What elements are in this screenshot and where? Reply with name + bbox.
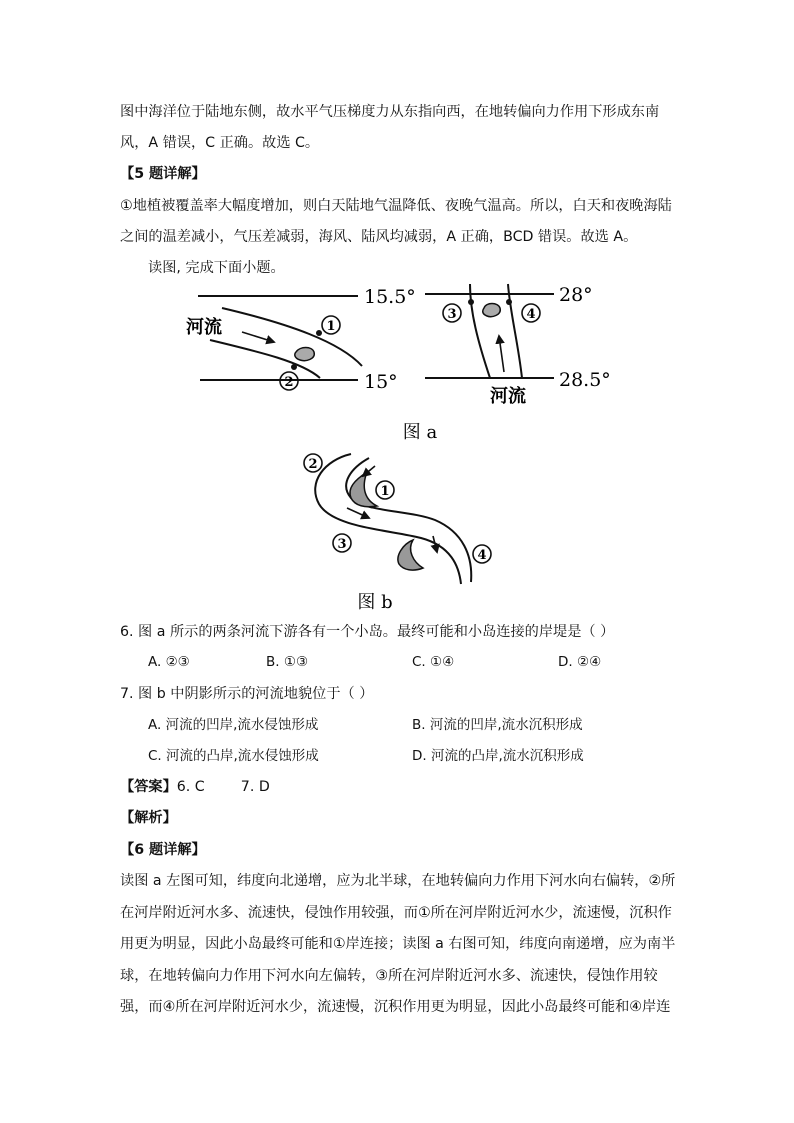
q6-option-d[interactable]: D. ②④ xyxy=(558,654,602,670)
river-label: 河流 xyxy=(186,317,222,338)
bank-marker-1: 1 xyxy=(326,319,336,334)
bank-marker-1: 1 xyxy=(380,484,390,499)
bank-point xyxy=(468,299,474,305)
paragraph-line: 读图 a 左图可知，纬度向北递增，应为北半球，在地转偏向力作用下河水向右偏转，②所 xyxy=(120,873,676,889)
bank-point xyxy=(506,299,512,305)
paragraph-line: 用更为明显，因此小岛最终可能和①岸连接；读图 a 右图可知，纬度向南递增，应为南半 xyxy=(120,936,676,952)
analysis-header: 【解析】 xyxy=(120,810,177,826)
answer-line xyxy=(120,777,270,797)
q5-detail-header: 【5 题详解】 xyxy=(120,166,206,182)
q6-stem: 6. 图 a 所示的两条河流下游各有一个小岛。最终可能和小岛连接的岸堤是（ ） xyxy=(120,624,615,640)
island-shape xyxy=(295,348,314,361)
deposit-shaded-2 xyxy=(398,540,423,570)
answer-label: 【答案】 xyxy=(120,779,177,795)
figure-a-left-panel xyxy=(186,286,416,393)
paragraph-line: 之间的温差减小，气压差减弱，海风、陆风均减弱，A 正确，BCD 错误。故选 A。 xyxy=(120,229,638,245)
island-shape xyxy=(483,304,501,317)
q6-option-a[interactable]: A. ②③ xyxy=(148,654,190,670)
bank-marker-3: 3 xyxy=(447,307,457,322)
q6-detail-header: 【6 题详解】 xyxy=(120,842,206,858)
latitude-label-bottom: 15° xyxy=(364,371,398,393)
flow-arrow xyxy=(499,336,504,372)
figure-b xyxy=(295,448,505,616)
figure-a xyxy=(180,282,620,442)
answer-text: 6. C 7. D xyxy=(176,779,270,795)
bank-marker-4: 4 xyxy=(477,548,487,563)
flow-arrow xyxy=(363,466,375,476)
bank-marker-4: 4 xyxy=(526,307,536,322)
flow-arrow xyxy=(347,508,369,518)
river-outer-bank xyxy=(315,454,461,584)
river-bank-upper xyxy=(222,308,362,366)
q7-option-c[interactable]: C. 河流的凸岸,流水侵蚀形成 xyxy=(148,748,319,764)
river-label: 河流 xyxy=(490,386,526,407)
flow-arrow xyxy=(242,332,274,342)
bank-point xyxy=(316,330,322,336)
q6-option-c[interactable]: C. ①④ xyxy=(412,654,455,670)
paragraph-line: 强，而④所在河岸附近河水少，流速慢，沉积作用更为明显，因此小岛最终可能和④岸连 xyxy=(120,999,671,1015)
deposit-shaded-1 xyxy=(350,472,377,507)
river-bank-left xyxy=(470,284,490,378)
figure-b-caption: 图 b xyxy=(357,592,393,613)
bank-point xyxy=(291,364,297,370)
read-prompt: 读图, 完成下面小题。 xyxy=(148,260,285,276)
figure-a-right-panel xyxy=(425,284,611,407)
latitude-label-top: 28° xyxy=(559,284,593,306)
paragraph-line: ①地植被覆盖率大幅度增加，则白天陆地气温降低、夜晚气温高。所以，白天和夜晚海陆 xyxy=(120,198,672,214)
q7-option-b[interactable]: B. 河流的凹岸,流水沉积形成 xyxy=(412,717,583,733)
river-bank-right xyxy=(508,284,522,378)
paragraph-line: 在河岸附近河水多、流速快，侵蚀作用较强，而①所在河岸附近河水少，流速慢，沉积作 xyxy=(120,905,672,921)
bank-marker-2: 2 xyxy=(308,457,318,472)
q7-option-a[interactable]: A. 河流的凹岸,流水侵蚀形成 xyxy=(148,717,319,733)
figure-a-caption: 图 a xyxy=(402,422,438,442)
q7-stem: 7. 图 b 中阴影所示的河流地貌位于（ ） xyxy=(120,686,374,702)
q7-option-d[interactable]: D. 河流的凸岸,流水沉积形成 xyxy=(412,748,584,764)
paragraph-line: 风，A 错误，C 正确。故选 C。 xyxy=(120,135,320,151)
bank-marker-2: 2 xyxy=(284,375,294,390)
latitude-label-top: 15.5° xyxy=(364,286,416,308)
paragraph-line: 球，在地转偏向力作用下河水向左偏转，③所在河岸附近河水多、流速快，侵蚀作用较 xyxy=(120,968,658,984)
bank-marker-3: 3 xyxy=(337,537,347,552)
q6-option-b[interactable]: B. ①③ xyxy=(266,654,309,670)
paragraph-line: 图中海洋位于陆地东侧，故水平气压梯度力从东指向西，在地转偏向力作用下形成东南 xyxy=(120,104,660,120)
latitude-label-bottom: 28.5° xyxy=(559,369,611,391)
